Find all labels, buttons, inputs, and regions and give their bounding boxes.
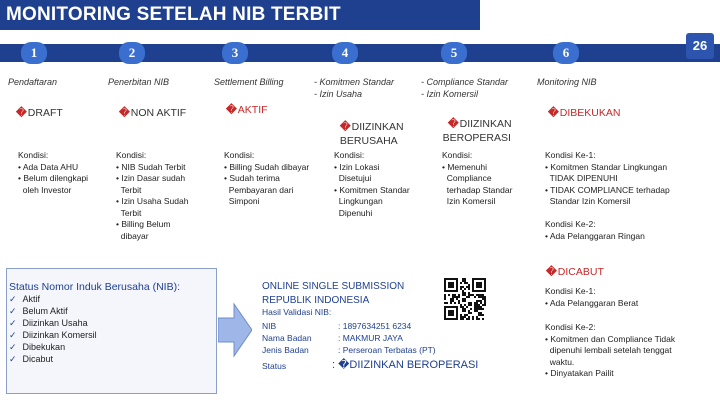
nib-status-header: Status Nomor Induk Berusaha (NIB): xyxy=(9,281,180,293)
conditions-step-1 xyxy=(18,150,108,196)
status-text: DIIZINKAN BEROPERASI xyxy=(442,118,512,144)
condition-line: Lingkungan xyxy=(334,196,383,206)
condition-line: • Ada Data AHU xyxy=(18,161,79,172)
status-label xyxy=(442,103,512,145)
condition-line: dibayar xyxy=(116,230,149,241)
nib-status-list xyxy=(9,293,97,365)
condition-line: • Komitmen dan Compliance Tidak xyxy=(545,333,676,344)
status-marker: � xyxy=(16,107,27,119)
qr-code-icon xyxy=(444,278,486,320)
status-marker: � xyxy=(226,104,237,116)
status-label xyxy=(226,103,268,117)
condition-line: • NIB Sudah Terbit xyxy=(116,161,186,172)
nib-status-item: ✓ Aktif xyxy=(9,293,97,305)
nib-status-item: ✓ Dicabut xyxy=(9,353,97,365)
condition-line: Kondisi: xyxy=(224,150,255,160)
oss-line-2: REPUBLIK INDONESIA xyxy=(262,295,370,306)
cert-row-label: Jenis Badan xyxy=(262,345,309,355)
title-bar xyxy=(0,0,480,30)
status-label xyxy=(119,106,186,120)
condition-line: Terbit xyxy=(116,207,142,218)
nib-status-item: ✓ Diizinkan Komersil xyxy=(9,329,97,341)
condition-line: Simponi xyxy=(224,196,260,206)
conditions-step-5 xyxy=(442,150,532,208)
status-label-dicabut xyxy=(546,265,604,279)
condition-line: Terbit xyxy=(116,184,142,195)
condition-line xyxy=(545,208,715,220)
cert-row-nama xyxy=(262,333,403,343)
page-title: MONITORING SETELAH NIB TERBIT xyxy=(6,4,341,25)
status-text: DIIZINKAN BERUSAHA xyxy=(339,121,404,147)
status-text: DRAFT xyxy=(27,107,63,119)
condition-line: Kondisi: xyxy=(334,150,365,160)
condition-line: Izin Komersil xyxy=(442,196,496,206)
condition-line: Standar Izin Komersil xyxy=(545,196,631,206)
condition-line: Kondisi: xyxy=(116,150,147,160)
condition-line: Kondisi Ke-1: xyxy=(545,150,596,160)
conditions-step-4 xyxy=(334,150,436,219)
status-text: NON AKTIF xyxy=(130,107,187,119)
stage-label: - Komitmen Standar - Izin Usaha xyxy=(314,77,395,99)
step-ribbon xyxy=(0,44,720,62)
status-label xyxy=(16,106,63,120)
condition-line: Kondisi: xyxy=(442,150,473,160)
condition-line: TIDAK DIPENUHI xyxy=(545,173,618,183)
condition-line: • Belum dilengkapi xyxy=(18,173,89,183)
condition-line: Kondisi Ke-2: xyxy=(545,219,596,229)
condition-line: • Sudah terima xyxy=(224,173,280,183)
status-marker: � xyxy=(548,107,559,119)
condition-line: • Ada Pelanggaran Ringan xyxy=(545,230,645,241)
condition-line: • Memenuhi xyxy=(442,161,488,172)
status-marker: � xyxy=(546,266,557,278)
condition-line: Disetujui xyxy=(334,173,372,183)
nib-status-box xyxy=(6,268,217,394)
nib-status-item: ✓ Belum Aktif xyxy=(9,305,97,317)
conditions-dicabut-1 xyxy=(545,286,715,309)
conditions-step-3 xyxy=(224,150,334,208)
cert-row-label: Nama Badan xyxy=(262,333,312,343)
cert-row-value: : MAKMUR JAYA xyxy=(338,333,403,343)
status-text: DICABUT xyxy=(557,266,604,278)
conditions-dicabut-2 xyxy=(545,322,717,380)
status-label xyxy=(548,106,620,120)
oss-heading xyxy=(262,280,404,308)
status-marker: � xyxy=(447,118,459,130)
conditions-step-6 xyxy=(545,150,715,242)
stage-label: Penerbitan NIB xyxy=(108,77,170,87)
condition-line: Kondisi Ke-2: xyxy=(545,322,596,332)
cert-row-value: : 1897634251 6234 xyxy=(338,321,412,331)
status-marker: � xyxy=(119,107,130,119)
condition-line: • Izin Dasar sudah xyxy=(116,173,186,183)
step-1-badge: 1 xyxy=(21,42,47,64)
arrow-right-icon xyxy=(218,300,252,360)
condition-line: • TIDAK COMPLIANCE terhadap xyxy=(545,184,670,195)
status-label xyxy=(334,106,404,148)
stage-label: Settlement Billing xyxy=(214,77,284,87)
nib-status-item: ✓ Diizinkan Usaha xyxy=(9,317,97,329)
cert-status-label: Status xyxy=(262,361,287,371)
stage-label: - Compliance Standar - Izin Komersil xyxy=(421,77,509,99)
cert-row-jenis xyxy=(262,345,436,355)
condition-line: terhadap Standar xyxy=(442,184,513,195)
condition-line: • Komitmen Standar Lingkungan xyxy=(545,161,668,172)
condition-line: oleh Investor xyxy=(18,184,72,195)
condition-line: Pembayaran dari xyxy=(224,184,294,195)
status-marker: � xyxy=(339,121,351,133)
cert-row-label: NIB xyxy=(262,321,277,331)
conditions-step-2 xyxy=(116,150,216,242)
condition-line: • Izin Lokasi xyxy=(334,161,380,172)
cert-status-value: : �DIIZINKAN BEROPERASI xyxy=(332,359,479,371)
condition-line: Compliance xyxy=(442,173,492,183)
page-number: 26 xyxy=(686,33,714,59)
nib-status-item: ✓ Dibekukan xyxy=(9,341,97,353)
stage-label: Pendaftaran xyxy=(8,77,58,87)
condition-line: Dipenuhi xyxy=(334,207,373,218)
status-text: DIBEKUKAN xyxy=(559,107,621,119)
condition-line: • Izin Usaha Sudah xyxy=(116,196,189,206)
step-4-badge: 4 xyxy=(332,42,358,64)
condition-line: • Billing Sudah dibayar xyxy=(224,161,310,172)
condition-line: Kondisi: xyxy=(18,150,49,160)
step-6-badge: 6 xyxy=(553,42,579,64)
stage-label: Monitoring NIB xyxy=(537,77,597,87)
step-3-badge: 3 xyxy=(222,42,248,64)
condition-line: • Ada Pelanggaran Berat xyxy=(545,297,639,308)
validasi-label: Hasil Validasi NIB: xyxy=(262,307,332,317)
condition-line: • Komitmen Standar xyxy=(334,184,410,195)
step-2-badge: 2 xyxy=(119,42,145,64)
oss-line-1: ONLINE SINGLE SUBMISSION xyxy=(262,281,405,292)
condition-line: Kondisi Ke-1: xyxy=(545,286,596,296)
cert-row-value: : Perseroan Terbatas (PT) xyxy=(338,345,436,355)
condition-line: • Dinyatakan Pailit xyxy=(545,368,614,378)
condition-line: waktu. xyxy=(545,356,575,367)
condition-line: • Billing Belum xyxy=(116,219,171,229)
condition-line: dipenuhi lembali setelah tenggat xyxy=(545,345,672,355)
cert-row-nib xyxy=(262,321,412,331)
step-5-badge: 5 xyxy=(441,42,467,64)
status-text: AKTIF xyxy=(237,104,268,116)
